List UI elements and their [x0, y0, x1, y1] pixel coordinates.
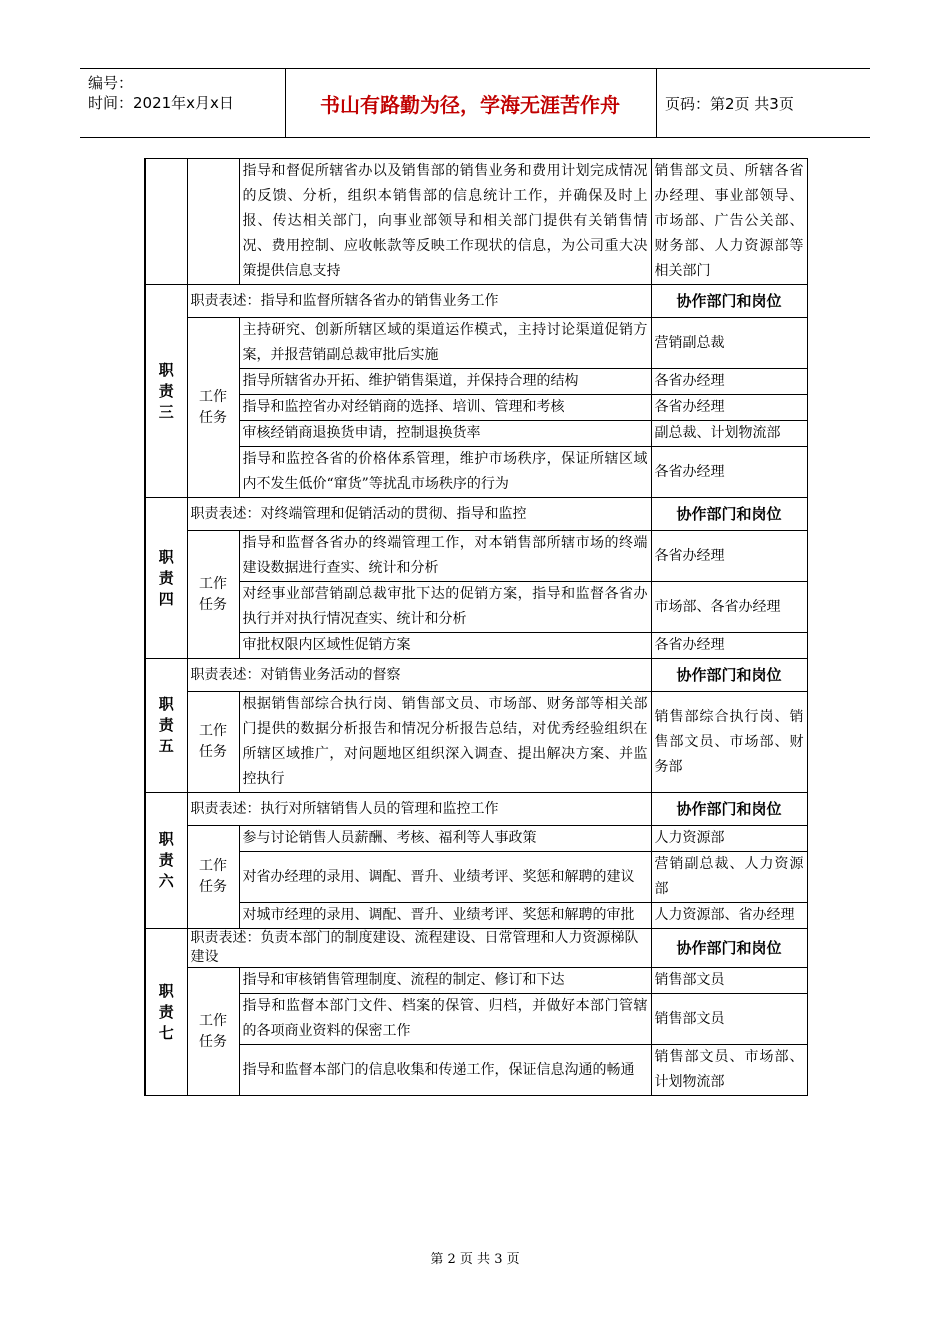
- task-text: 主持研究、创新所辖区域的渠道运作模式，主持讨论渠道促销方案，并报营销副总裁审批后实施: [239, 318, 651, 369]
- coop-header: 协作部门和岗位: [651, 285, 807, 318]
- coop-dept: 营销副总裁、人力资源部: [651, 852, 807, 903]
- task-row: [145, 531, 807, 582]
- duty-name-label: 职责四: [158, 547, 174, 608]
- table-row: [145, 159, 807, 285]
- task-text: 指导和监控省办对经销商的选择、培训、管理和考核: [239, 395, 651, 421]
- task-row: [145, 826, 807, 852]
- coop-dept: 各省办经理: [651, 395, 807, 421]
- duty-name-label: 职责六: [158, 830, 174, 890]
- coop-header: 协作部门和岗位: [651, 929, 807, 968]
- coop-dept: 销售部文员: [651, 968, 807, 994]
- work-task-label: [187, 318, 239, 498]
- work-cell: [187, 159, 239, 285]
- work-task-text: 工作任务: [199, 723, 227, 760]
- task-text: 指导和监控各省的价格体系管理，维护市场秩序，保证所辖区域内不发生低价“窜货”等扰乱市场秩序的行为: [239, 447, 651, 498]
- duty-header-row: [145, 659, 807, 692]
- work-task-label: [187, 968, 239, 1096]
- duty-name: [145, 285, 187, 498]
- work-task-text: 工作任务: [199, 388, 227, 426]
- task-text: 对经事业部营销副总裁审批下达的促销方案，指导和监督各省办执行并对执行情况查实、统计和分析: [239, 582, 651, 633]
- coop-dept: 副总裁、计划物流部: [651, 421, 807, 447]
- work-task-text: 工作任务: [199, 575, 227, 613]
- task-row: [145, 395, 807, 421]
- coop-dept: 各省办经理: [651, 447, 807, 498]
- work-task-text: 工作任务: [199, 858, 227, 895]
- task-text: 对省办经理的录用、调配、晋升、业绩考评、奖惩和解聘的建议: [239, 852, 651, 903]
- duty-description: 职责表述：指导和监督所辖各省办的销售业务工作: [187, 285, 651, 318]
- coop-dept: 销售部文员: [651, 994, 807, 1045]
- duty-name: [145, 793, 187, 929]
- coop-header: 协作部门和岗位: [651, 793, 807, 826]
- task-text: 审核经销商退换货申请，控制退换货率: [239, 421, 651, 447]
- duty-header-row: [145, 793, 807, 826]
- task-row: [145, 994, 807, 1045]
- task-text: 对城市经理的录用、调配、晋升、业绩考评、奖惩和解聘的审批: [239, 903, 651, 929]
- duty-description: 职责表述：执行对所辖销售人员的管理和监控工作: [187, 793, 651, 826]
- task-cell: 指导和督促所辖省办以及销售部的销售业务和费用计划完成情况的反馈、分析，组织本销售部的信息统计工作，并确保及时上报、传达相关部门，向事业部领导和相关部门提供有关销售情况、费用控制、应收帐款等反映工作现状的信息，为公司重大决策提供信息支持: [239, 159, 651, 285]
- duty-name-label: 职责七: [158, 981, 174, 1042]
- task-row: [145, 1045, 807, 1096]
- task-row: [145, 633, 807, 659]
- duty-description: 职责表述：对终端管理和促销活动的贯彻、指导和监控: [187, 498, 651, 531]
- duty-name: [145, 659, 187, 793]
- doc-number: 编号：: [88, 74, 134, 92]
- coop-dept: 销售部综合执行岗、销售部文员、市场部、财务部: [651, 692, 807, 793]
- coop-header: 协作部门和岗位: [651, 659, 807, 692]
- header-motto: 书山有路勤为径，学海无涯苦作舟: [320, 93, 620, 117]
- page-footer: 第 2 页 共 3 页: [430, 1252, 520, 1267]
- task-row: [145, 903, 807, 929]
- task-row: [145, 968, 807, 994]
- duty-header-row: [145, 929, 807, 968]
- coop-dept: 各省办经理: [651, 531, 807, 582]
- task-text: 审批权限内区域性促销方案: [239, 633, 651, 659]
- doc-time: 时间：2021年x月x日: [88, 94, 234, 112]
- task-row: [145, 692, 807, 793]
- task-row: [145, 447, 807, 498]
- coop-dept: 营销副总裁: [651, 318, 807, 369]
- task-row: [145, 852, 807, 903]
- work-task-label: [187, 531, 239, 659]
- task-text: 指导和审核销售管理制度、流程的制定、修订和下达: [239, 968, 651, 994]
- task-text: 参与讨论销售人员薪酬、考核、福利等人事政策: [239, 826, 651, 852]
- task-text: 指导和监督本部门的信息收集和传递工作，保证信息沟通的畅通: [239, 1045, 651, 1096]
- work-task-label: [187, 692, 239, 793]
- dept-cell: 销售部文员、所辖各省办经理、事业部领导、市场部、广告公关部、财务部、人力资源部等相关部门: [651, 159, 807, 285]
- coop-dept: 各省办经理: [651, 369, 807, 395]
- work-task-label: [187, 826, 239, 929]
- task-row: [145, 369, 807, 395]
- header-meta: [88, 73, 234, 113]
- task-text: 指导所辖省办开拓、维护销售渠道，并保持合理的结构: [239, 369, 651, 395]
- header-divider: [656, 69, 657, 137]
- coop-dept: 各省办经理: [651, 633, 807, 659]
- task-text: 指导和监督本部门文件、档案的保管、归档，并做好本部门管辖的各项商业资料的保密工作: [239, 994, 651, 1045]
- coop-dept: 销售部文员、市场部、计划物流部: [651, 1045, 807, 1096]
- coop-dept: 市场部、各省办经理: [651, 582, 807, 633]
- work-task-text: 工作任务: [199, 1012, 227, 1050]
- task-row: [145, 421, 807, 447]
- coop-header: 协作部门和岗位: [651, 498, 807, 531]
- task-row: [145, 582, 807, 633]
- duty-description: 职责表述：负责本部门的制度建设、流程建设、日常管理和人力资源梯队建设: [187, 929, 651, 968]
- duty-name: [145, 498, 187, 659]
- page-header: [80, 68, 870, 138]
- task-text: 根据销售部综合执行岗、销售部文员、市场部、财务部等相关部门提供的数据分析报告和情况分析报告总结，对优秀经验组织在所辖区域推广，对问题地区组织深入调查、提出解决方案、并监控执行: [239, 692, 651, 793]
- duty-table: [144, 158, 808, 1096]
- duty-header-row: [145, 285, 807, 318]
- duty-description: 职责表述：对销售业务活动的督察: [187, 659, 651, 692]
- coop-dept: 人力资源部、省办经理: [651, 903, 807, 929]
- duty-name-label: 职责三: [158, 360, 174, 421]
- task-row: [145, 318, 807, 369]
- header-page-number: 页码：第2页 共3页: [665, 95, 794, 113]
- duty-header-row: [145, 498, 807, 531]
- coop-dept: 人力资源部: [651, 826, 807, 852]
- duty-cell: [145, 159, 187, 285]
- task-text: 指导和监督各省办的终端管理工作，对本销售部所辖市场的终端建设数据进行查实、统计和分析: [239, 531, 651, 582]
- duty-name-label: 职责五: [158, 695, 174, 755]
- duty-name: [145, 929, 187, 1096]
